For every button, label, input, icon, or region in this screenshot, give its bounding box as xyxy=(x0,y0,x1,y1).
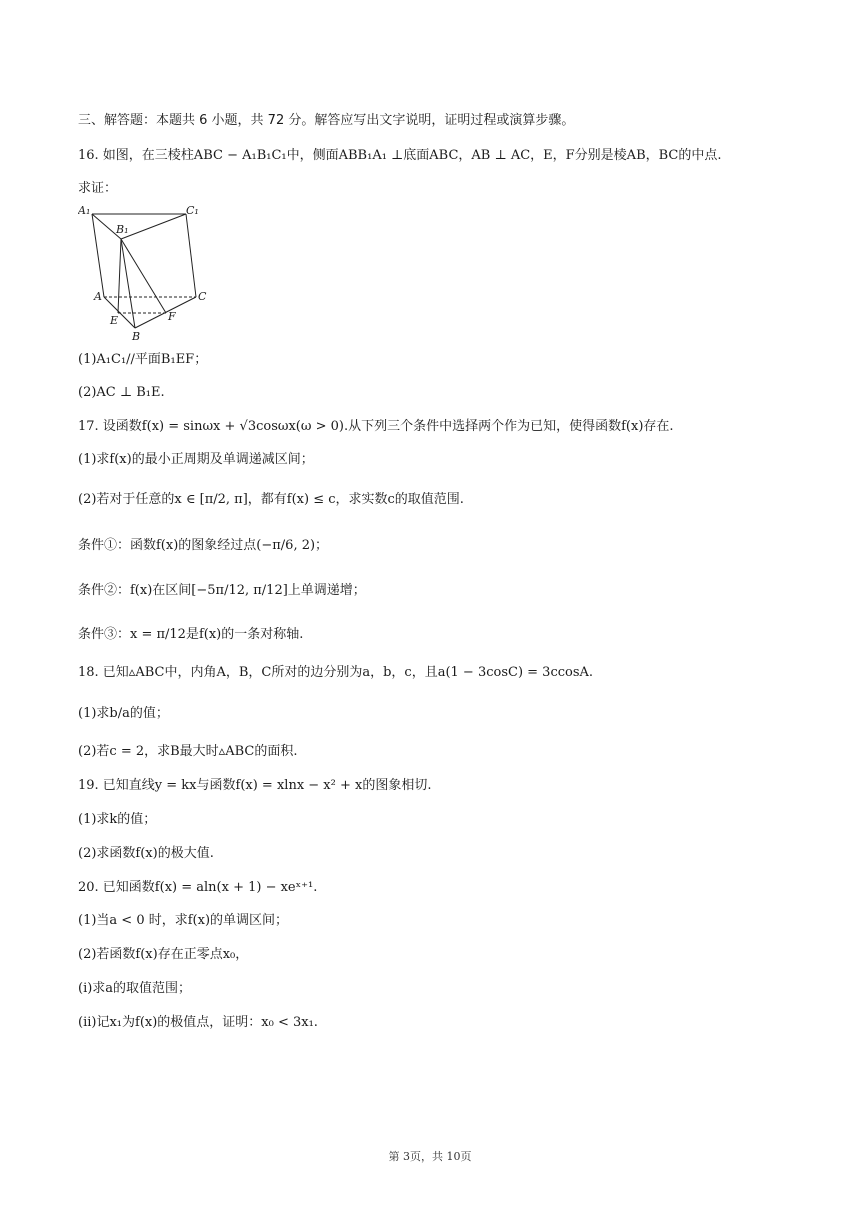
label-a1: A₁ xyxy=(78,204,91,217)
label-f: F xyxy=(168,310,176,323)
label-b1: B₁ xyxy=(116,223,129,236)
q17-part2: (2)若对于任意的x ∈ [π/2, π]，都有f(x) ≤ c，求实数c的取值范围. xyxy=(78,492,464,507)
label-a: A xyxy=(94,290,102,303)
q20-part1: (1)当a < 0 时，求f(x)的单调区间； xyxy=(78,913,289,928)
q20-part2-ii: (ii)记x₁为f(x)的极值点，证明：x₀ < 3x₁. xyxy=(78,1015,318,1030)
q18-part2: (2)若c = 2，求B最大时▵ABC的面积. xyxy=(78,744,298,759)
label-c1: C₁ xyxy=(186,204,199,217)
q19-part2: (2)求函数f(x)的极大值. xyxy=(78,846,214,861)
q18-part1: (1)求b/a的值； xyxy=(78,706,169,721)
page-footer: 第 3页，共 10页 xyxy=(388,1150,472,1163)
q20-part2: (2)若函数f(x)存在正零点x₀， xyxy=(78,947,249,962)
q16-prove-label: 求证： xyxy=(78,181,118,196)
q17-stem: 17. 设函数f(x) = sinωx + √3cosωx(ω > 0).从下列三个条件中选择两个作为已知，使得函数f(x)存在. xyxy=(78,419,674,434)
q20-stem: 20. 已知函数f(x) = aln(x + 1) − xeˣ⁺¹. xyxy=(78,880,318,895)
q17-condition-2: 条件②：f(x)在区间[−5π/12, π/12]上单调递增； xyxy=(78,583,366,598)
q19-stem: 19. 已知直线y = kx与函数f(x) = xlnx − x² + x的图象相切. xyxy=(78,778,432,793)
q17-condition-3: 条件③：x = π/12是f(x)的一条对称轴. xyxy=(78,627,304,642)
q20-part2-i: (i)求a的取值范围； xyxy=(78,981,192,996)
label-e: E xyxy=(110,314,119,327)
q16-stem: 16. 如图，在三棱柱ABC − A₁B₁C₁中，侧面ABB₁A₁ ⊥底面ABC，AB ⊥ AC，E，F分别是棱AB，BC的中点. xyxy=(78,148,722,163)
q19-part1: (1)求k的值； xyxy=(78,812,157,827)
q16-part1: (1)A₁C₁//平面B₁EF； xyxy=(78,352,208,367)
q17-condition-1: 条件①：函数f(x)的图象经过点(−π/6, 2)； xyxy=(78,538,329,553)
section-heading: 三、解答题：本题共 6 小题，共 72 分。解答应写出文字说明，证明过程或演算步骤。 xyxy=(78,113,575,128)
q17-part1: (1)求f(x)的最小正周期及单调递减区间； xyxy=(78,452,314,467)
label-c: C xyxy=(198,290,207,303)
prism-figure xyxy=(78,202,228,342)
q16-part2: (2)AC ⊥ B₁E. xyxy=(78,385,165,400)
q18-stem: 18. 已知▵ABC中，内角A，B，C所对的边分别为a，b，c，且a(1 − 3cosC) = 3ccosA. xyxy=(78,665,594,680)
label-b: B xyxy=(132,330,141,342)
